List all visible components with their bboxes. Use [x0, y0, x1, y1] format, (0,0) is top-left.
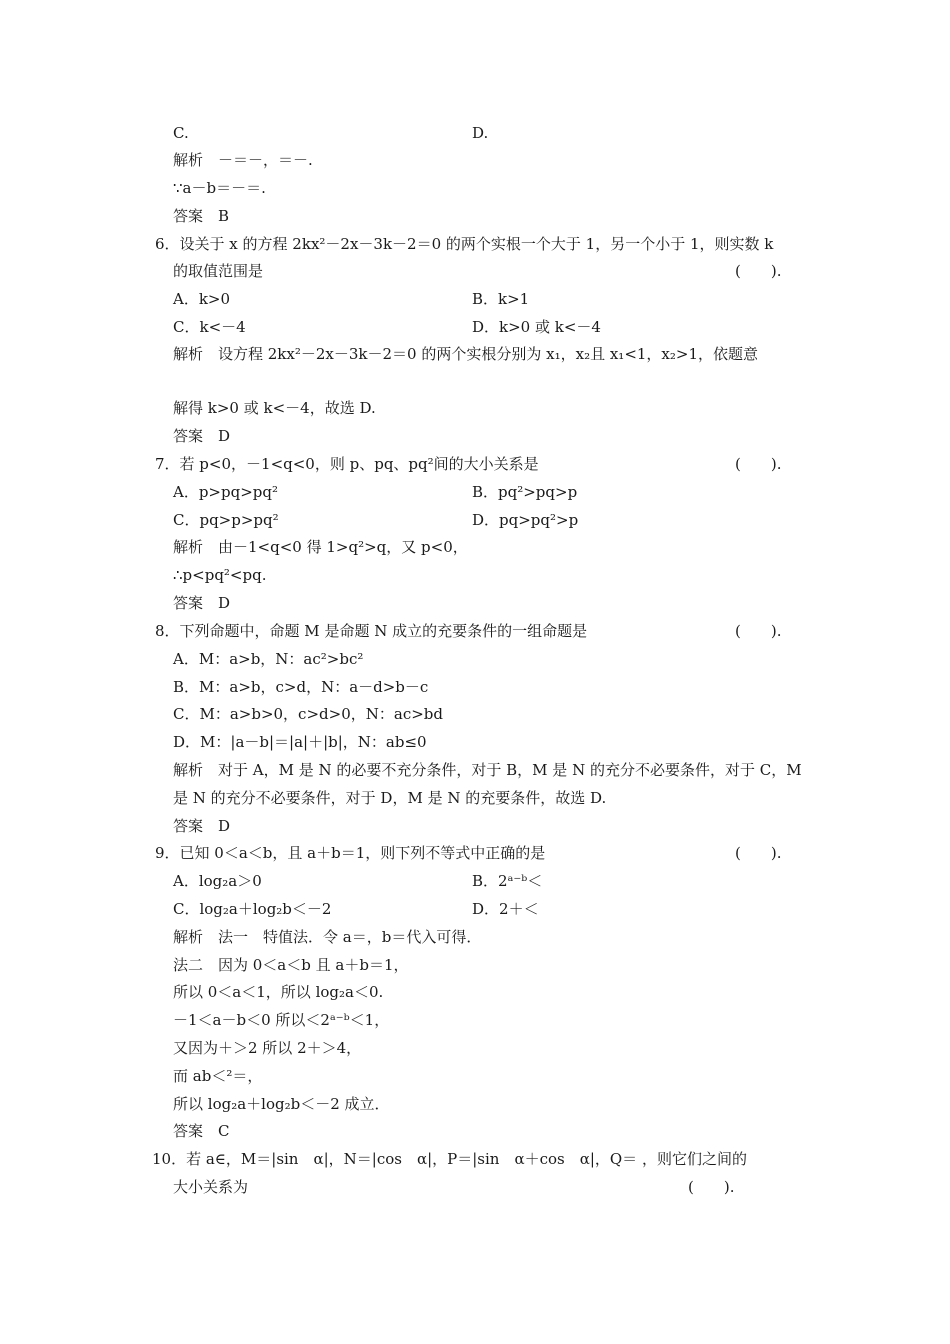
q10-stem-line-2: 大小关系为: [173, 1178, 249, 1196]
q9-option-c: C．log₂a＋log₂b＜－2: [173, 900, 332, 918]
q6-option-b: B．k>1: [472, 290, 530, 308]
q10-answer-paren: ( ).: [688, 1178, 735, 1196]
q7-analysis-line-1: 解析 由－1<q<0 得 1>q²>q，又 p<0，: [173, 538, 468, 556]
q6-option-d: D．k>0 或 k<－4: [472, 318, 601, 336]
q6-analysis-line-2: 解得 k>0 或 k<－4，故选 D.: [173, 399, 376, 417]
q6-answer: 答案 D: [173, 427, 231, 445]
q9-analysis-line-1: 解析 法一 特值法．令 a＝，b＝代入可得．: [173, 928, 482, 946]
q9-answer-paren: ( ).: [735, 844, 782, 862]
q8-option-b: B．M：a>b，c>d，N：a－d>b－c: [173, 678, 429, 696]
q9-option-d: D．2＋＜: [472, 900, 539, 918]
q8-answer: 答案 D: [173, 817, 231, 835]
q9-analysis-line-6: 而 ab＜²＝，: [173, 1067, 263, 1085]
q5-analysis-line-2: ∵a－b＝－＝.: [173, 179, 266, 197]
q6-stem-line-2: 的取值范围是: [173, 262, 264, 280]
q7-option-a: A．p>pq>pq²: [173, 483, 278, 501]
q9-analysis-line-2: 法二 因为 0＜a＜b 且 a＋b＝1，: [173, 956, 409, 974]
q8-analysis-line-2: 是 N 的充分不必要条件，对于 D，M 是 N 的充要条件，故选 D.: [173, 789, 607, 807]
q9-analysis-line-5: 又因为＋＞2 所以 2＋＞4，: [173, 1039, 362, 1057]
q9-analysis-line-3: 所以 0＜a＜1，所以 log₂a＜0.: [173, 983, 384, 1001]
q6-option-a: A．k>0: [173, 290, 231, 308]
q5-analysis-line-1: 解析 －＝－，＝－.: [173, 151, 313, 169]
q6-analysis-line-1: 解析 设方程 2kx²－2x－3k－2＝0 的两个实根分别为 x₁，x₂且 x₁<1，x₂>1，依题意: [173, 345, 759, 363]
q9-stem: 9．已知 0＜a＜b，且 a＋b＝1，则下列不等式中正确的是: [155, 844, 546, 862]
q8-option-d: D．M：|a－b|＝|a|＋|b|，N：ab≤0: [173, 733, 427, 751]
q6-option-c: C．k<－4: [173, 318, 246, 336]
q7-option-b: B．pq²>pq>p: [472, 483, 578, 501]
q9-option-b: B．2ᵃ⁻ᵇ＜: [472, 872, 543, 890]
q7-option-d: D．pq>pq²>p: [472, 511, 579, 529]
q10-stem-line-1: 10．若 a∈，M＝|sin α|，N＝|cos α|，P＝|sin α＋cos α|，Q＝ ，则它们之间的: [152, 1150, 747, 1168]
q9-analysis-line-7: 所以 log₂a＋log₂b＜－2 成立．: [173, 1095, 390, 1113]
q8-option-a: A．M：a>b，N：ac²>bc²: [173, 650, 364, 668]
q8-analysis-line-1: 解析 对于 A，M 是 N 的必要不充分条件，对于 B，M 是 N 的充分不必要条件，对于 C，M: [173, 761, 802, 779]
q7-option-c: C．pq>p>pq²: [173, 511, 279, 529]
q5-option-d: D.: [472, 124, 489, 142]
q7-analysis-line-2: ∴p<pq²<pq.: [173, 566, 267, 584]
q6-answer-paren: ( ).: [735, 262, 782, 280]
q7-stem: 7．若 p<0，－1<q<0，则 p、pq、pq²间的大小关系是: [155, 455, 539, 473]
q6-stem-line-1: 6．设关于 x 的方程 2kx²－2x－3k－2＝0 的两个实根一个大于 1，另一个小于 1，则实数 k: [155, 235, 774, 253]
q9-option-a: A．log₂a＞0: [173, 872, 262, 890]
q8-stem: 8．下列命题中，命题 M 是命题 N 成立的充要条件的一组命题是: [155, 622, 588, 640]
q7-answer: 答案 D: [173, 594, 231, 612]
q9-answer: 答案 C: [173, 1122, 230, 1140]
q5-answer: 答案 B: [173, 207, 230, 225]
q9-analysis-line-4: －1＜a－b＜0 所以＜2ᵃ⁻ᵇ＜1，: [173, 1011, 390, 1029]
q8-answer-paren: ( ).: [735, 622, 782, 640]
q7-answer-paren: ( ).: [735, 455, 782, 473]
q5-option-c: C.: [173, 124, 189, 142]
q8-option-c: C．M：a>b>0，c>d>0，N：ac>bd: [173, 705, 443, 723]
